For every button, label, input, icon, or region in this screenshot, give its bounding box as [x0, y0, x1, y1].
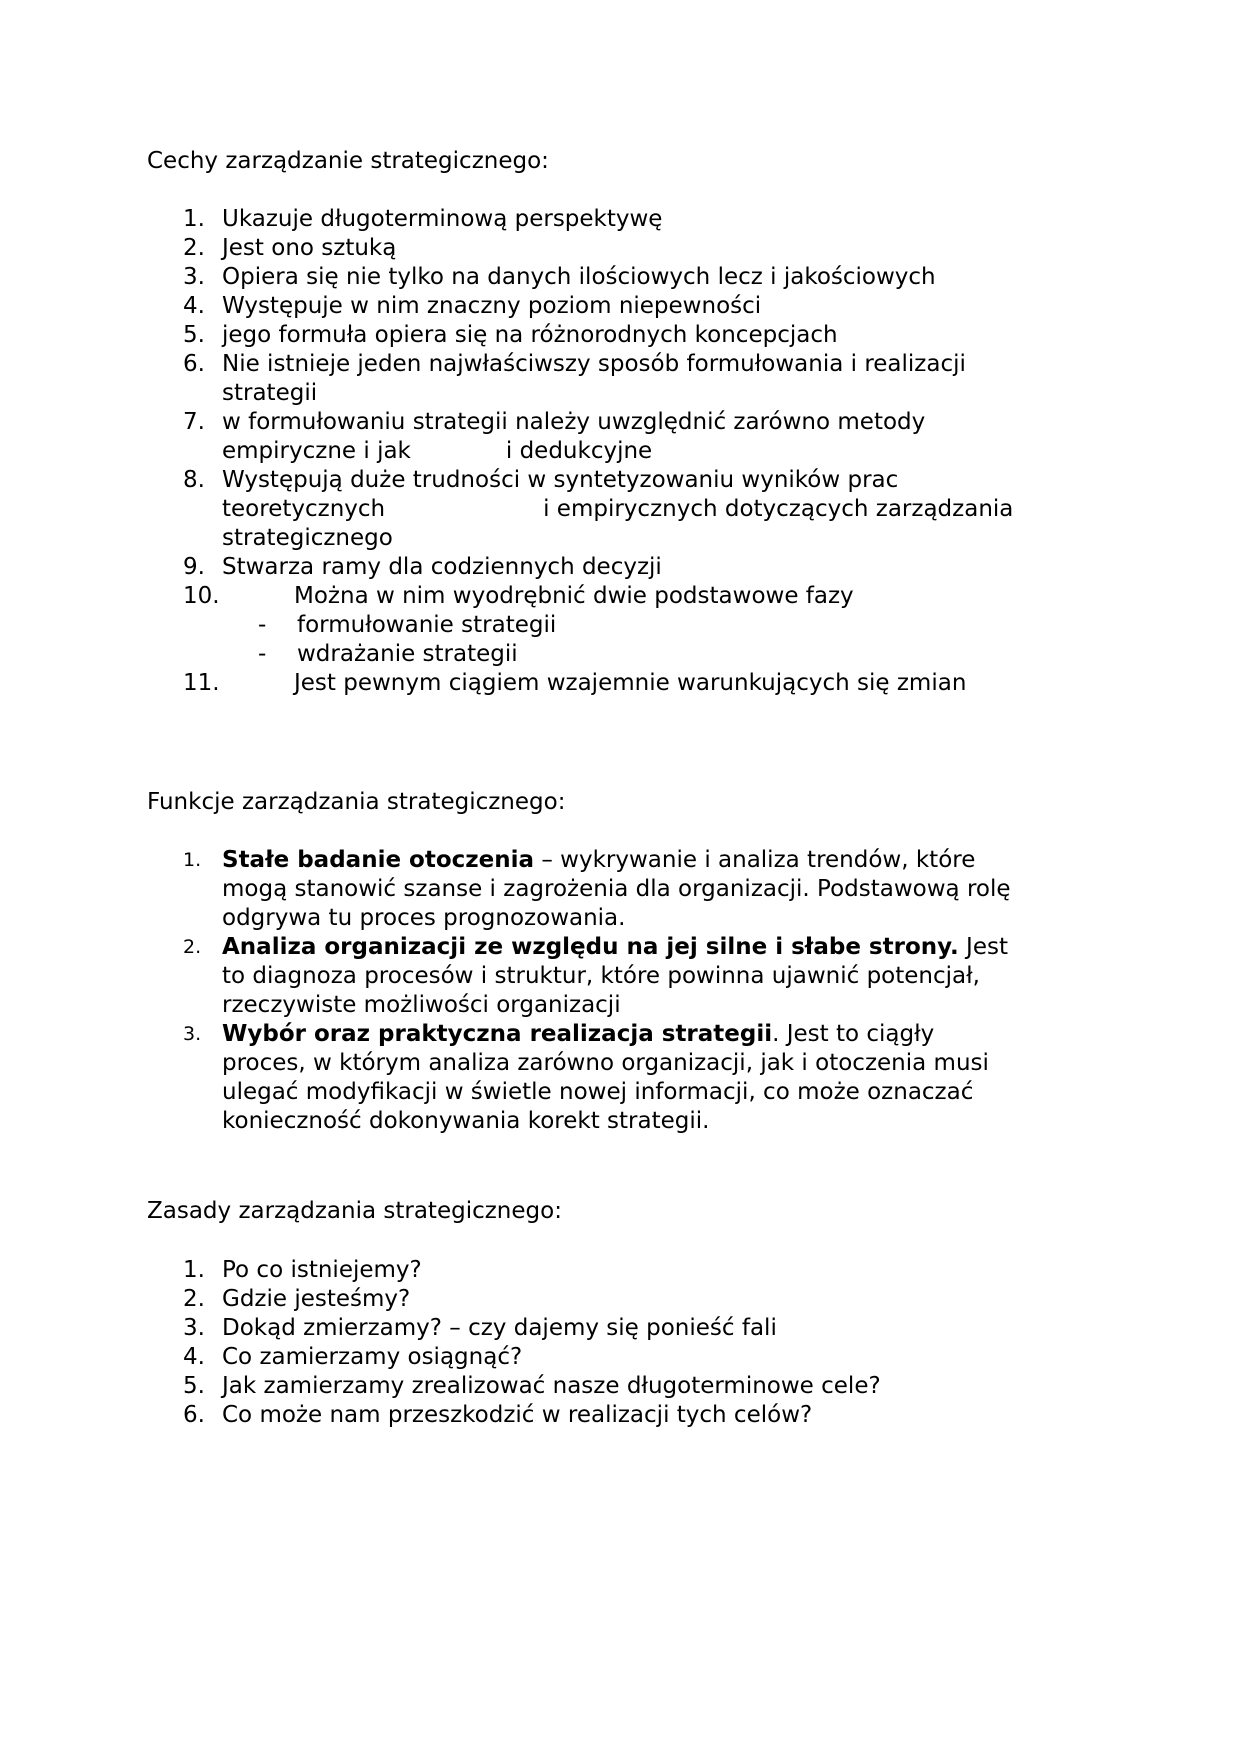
list-text [222, 466, 1240, 553]
list-text [222, 846, 1240, 933]
zasady-list [0, 1256, 1240, 1430]
list-number: 1. [183, 206, 205, 232]
list-number: 6. [183, 1402, 205, 1428]
list-number: 9. [183, 554, 205, 580]
list-item [0, 1285, 1240, 1314]
list-number: 10. [183, 583, 220, 609]
list-text-fragment: – wykrywanie i analiza trendów, które [534, 847, 976, 873]
list-text-line [222, 437, 1240, 466]
list-number: 5. [183, 322, 205, 348]
list-text-line: Nie istnieje jeden najwłaściwszy sposób formułowania i realizacji [222, 351, 966, 377]
list-number: 3. [183, 1023, 202, 1045]
list-number: 7. [183, 409, 205, 435]
list-item [0, 234, 1240, 263]
list-number: 2. [183, 1286, 205, 1312]
list-item [0, 1343, 1240, 1372]
list-text-line [222, 933, 1240, 962]
dash-bullet: - [258, 612, 267, 638]
list-number: 8. [183, 467, 205, 493]
list-item [0, 846, 1240, 933]
list-text [222, 1020, 1240, 1136]
list-number: 3. [183, 1315, 205, 1341]
list-item [0, 205, 1240, 234]
list-text: Można w nim wyodrębnić dwie podstawowe fazy [294, 583, 854, 609]
list-item [0, 1401, 1240, 1430]
list-text: Opiera się nie tylko na danych ilościowych lecz i jakościowych [222, 264, 936, 290]
list-text: Gdzie jesteśmy? [222, 1286, 411, 1312]
list-item [0, 263, 1240, 292]
funkcje-list [0, 846, 1240, 1136]
list-item [0, 1314, 1240, 1343]
list-text: Ukazuje długoterminową perspektywę [222, 206, 663, 232]
list-item [0, 408, 1240, 466]
list-item [0, 292, 1240, 321]
list-text-line: strategii [222, 380, 318, 406]
list-text-line [222, 495, 1240, 524]
list-item [0, 553, 1240, 582]
list-text-fragment: . Jest to ciągły [772, 1021, 935, 1047]
list-text: Jest ono sztuką [222, 235, 397, 261]
dash-bullet: - [258, 641, 267, 667]
list-item [0, 466, 1240, 553]
list-item [0, 1256, 1240, 1285]
list-text: Występuje w nim znaczny poziom niepewności [222, 293, 762, 319]
bold-term: Wybór oraz praktyczna realizacja strategii [222, 1021, 773, 1047]
list-text-line: konieczność dokonywania korekt strategii. [222, 1108, 710, 1134]
list-text: jego formuła opiera się na różnorodnych koncepcjach [222, 322, 838, 348]
list-number: 5. [183, 1373, 205, 1399]
list-text-fragment: teoretycznych [222, 496, 386, 522]
list-text-line [222, 846, 1240, 875]
section-title-zasady: Zasady zarządzania strategicznego: [147, 1198, 562, 1224]
section-title-cechy: Cechy zarządzanie strategicznego: [147, 148, 549, 174]
list-number: 4. [183, 293, 205, 319]
list-number: 6. [183, 351, 205, 377]
sub-list-text: wdrażanie strategii [297, 641, 518, 667]
list-text-line: proces, w którym analiza zarówno organizacji, jak i otoczenia musi [222, 1050, 989, 1076]
list-number: 11. [183, 670, 220, 696]
sub-list-item [0, 640, 1240, 669]
list-item [0, 582, 1240, 611]
sub-list-item [0, 611, 1240, 640]
list-number: 3. [183, 264, 205, 290]
list-text-fragment: empiryczne i jak [222, 438, 411, 464]
list-text [222, 408, 1240, 466]
list-text: Jest pewnym ciągiem wzajemnie warunkujących się zmian [294, 670, 967, 696]
list-text: Co może nam przeszkodzić w realizacji tych celów? [222, 1402, 813, 1428]
sub-list-text: formułowanie strategii [297, 612, 557, 638]
list-number: 4. [183, 1344, 205, 1370]
list-text-line: mogą stanowić szanse i zagrożenia dla organizacji. Podstawową rolę [222, 876, 1011, 902]
list-item [0, 933, 1240, 1020]
list-text-fragment: Jest [958, 934, 1008, 960]
list-number: 1. [183, 1257, 205, 1283]
bold-term: Analiza organizacji ze względu na jej silne i słabe strony. [222, 934, 959, 960]
bold-term: Stałe badanie otoczenia [222, 847, 535, 873]
list-number: 2. [183, 235, 205, 261]
list-text: Dokąd zmierzamy? – czy dajemy się ponieść fali [222, 1315, 777, 1341]
cechy-list [0, 205, 1240, 698]
list-text: Po co istniejemy? [222, 1257, 422, 1283]
list-text-line: Występują duże trudności w syntetyzowaniu wyników prac [222, 467, 899, 493]
section-title-funkcje: Funkcje zarządzania strategicznego: [147, 789, 566, 815]
list-item [0, 1372, 1240, 1401]
list-text: Jak zamierzamy zrealizować nasze długoterminowe cele? [222, 1373, 881, 1399]
list-text-line [222, 1020, 1240, 1049]
list-number: 2. [183, 936, 202, 958]
list-text-line: to diagnoza procesów i struktur, które powinna ujawnić potencjał, [222, 963, 980, 989]
list-text: Co zamierzamy osiągnąć? [222, 1344, 523, 1370]
list-text [222, 933, 1240, 1020]
list-item [0, 1020, 1240, 1136]
list-text-line: w formułowaniu strategii należy uwzględnić zarówno metody [222, 409, 926, 435]
list-text-fragment: i dedukcyjne [505, 438, 653, 464]
list-text-line: strategicznego [222, 525, 393, 551]
list-item [0, 321, 1240, 350]
list-text [222, 350, 1240, 408]
list-text-line: odgrywa tu proces prognozowania. [222, 905, 626, 931]
list-item [0, 350, 1240, 408]
list-text-line: ulegać modyfikacji w świetle nowej informacji, co może oznaczać [222, 1079, 974, 1105]
list-number: 1. [183, 849, 202, 871]
list-text-fragment: i empirycznych dotyczących zarządzania [543, 496, 1014, 522]
list-text: Stwarza ramy dla codziennych decyzji [222, 554, 662, 580]
list-text-line: rzeczywiste możliwości organizacji [222, 992, 621, 1018]
list-item [0, 669, 1240, 698]
